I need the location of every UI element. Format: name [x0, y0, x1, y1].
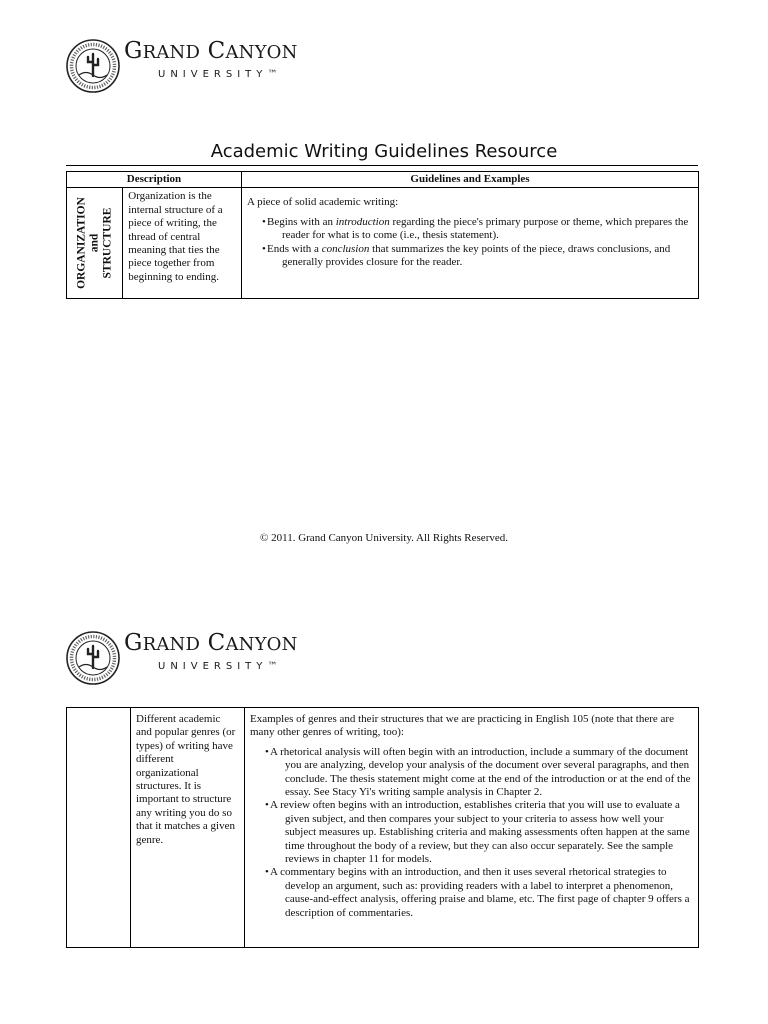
table-row — [67, 188, 699, 299]
list-item — [267, 216, 693, 243]
row-category-cell — [67, 708, 131, 948]
table-header-row — [67, 172, 699, 188]
university-subtitle: UNIVERSITY™ — [158, 69, 283, 80]
university-seal-icon — [66, 626, 122, 690]
university-logo — [66, 626, 306, 690]
row-category-cell — [67, 188, 123, 299]
genres-table — [66, 707, 699, 948]
page-title: Academic Writing Guidelines Resource — [210, 141, 558, 162]
bullet-text: A commentary begins with an introduction, and then it uses several rhetorical strategies to develop an argument, such as: providing readers with a label to interpret a phenomenon, cause-and-effect analysis, offering praise and blame, etc. The first page of chapter 9 offers a description of commentaries. — [270, 866, 690, 919]
list-item — [270, 799, 693, 866]
copyright-footer: © 2011. Grand Canyon University. All Rights Reserved. — [260, 532, 508, 544]
university-logo — [66, 34, 306, 98]
list-item — [270, 866, 693, 920]
genres-list — [250, 746, 693, 920]
bullet-text: A review often begins with an introduction, establishes criteria that you will use to evaluate a given subject, and then compares your subject to your criteria to assess how well your subject measures up. Establishing criteria and making assessments often happen at the same time throughout the body of a review, but they can also occur separately. See the sample reviews in chapter 11 for models. — [270, 799, 690, 866]
row-category-label — [75, 198, 114, 290]
guidelines-cell — [242, 188, 699, 299]
bullet-emphasis: conclusion — [321, 242, 370, 255]
bullet-text: A rhetorical analysis will often begin with an introduction, include a summary of the document you are analyzing, develop your analysis of the document over several paragraphs, and then conclude. The thesis statement might come at the end of the introduction or at the end of the essay. See Stacy Yi's writing sample analysis in Chapter 2. — [270, 745, 691, 799]
list-item — [270, 746, 693, 800]
guidelines-table — [66, 171, 699, 299]
guidelines-intro: Examples of genres and their structures that we are practicing in English 105 (note that there are many other genres of writing, too): — [250, 713, 674, 739]
row-label-line: STRUCTURE — [101, 207, 114, 279]
row-label-line: and — [88, 234, 101, 253]
row-label-line: ORGANIZATION — [75, 197, 88, 290]
list-item — [267, 243, 693, 270]
university-name: GRAND CANYON — [124, 38, 298, 64]
header-guidelines: Guidelines and Examples — [242, 172, 699, 188]
bullet-emphasis: introduction — [335, 215, 390, 228]
guidelines-cell — [245, 708, 699, 948]
guidelines-list — [247, 216, 693, 270]
table-row — [67, 708, 699, 948]
title-rule — [66, 165, 698, 166]
bullet-text: Ends with a — [267, 242, 322, 255]
university-name: GRAND CANYON — [124, 630, 298, 656]
bullet-text: that summarizes the key points of the piece, draws conclusions, and generally provides closure for the reader. — [282, 242, 671, 269]
bullet-text: Begins with an — [267, 215, 336, 228]
description-cell: Organization is the internal structure of a piece of writing, the thread of central meaning that ties the piece together from beginning to ending. — [123, 188, 242, 299]
guidelines-intro: A piece of solid academic writing: — [247, 196, 399, 209]
university-subtitle: UNIVERSITY™ — [158, 661, 283, 672]
university-seal-icon — [66, 34, 122, 98]
description-cell: Different academic and popular genres (or types) of writing have different organizational structures. It is important to structure any writing you do so that it matches a given genre. — [131, 708, 245, 948]
bullet-text: regarding the piece's primary purpose or theme, which prepares the reader for what is to come (i.e., thesis statement). — [282, 215, 689, 242]
header-description: Description — [67, 172, 242, 188]
